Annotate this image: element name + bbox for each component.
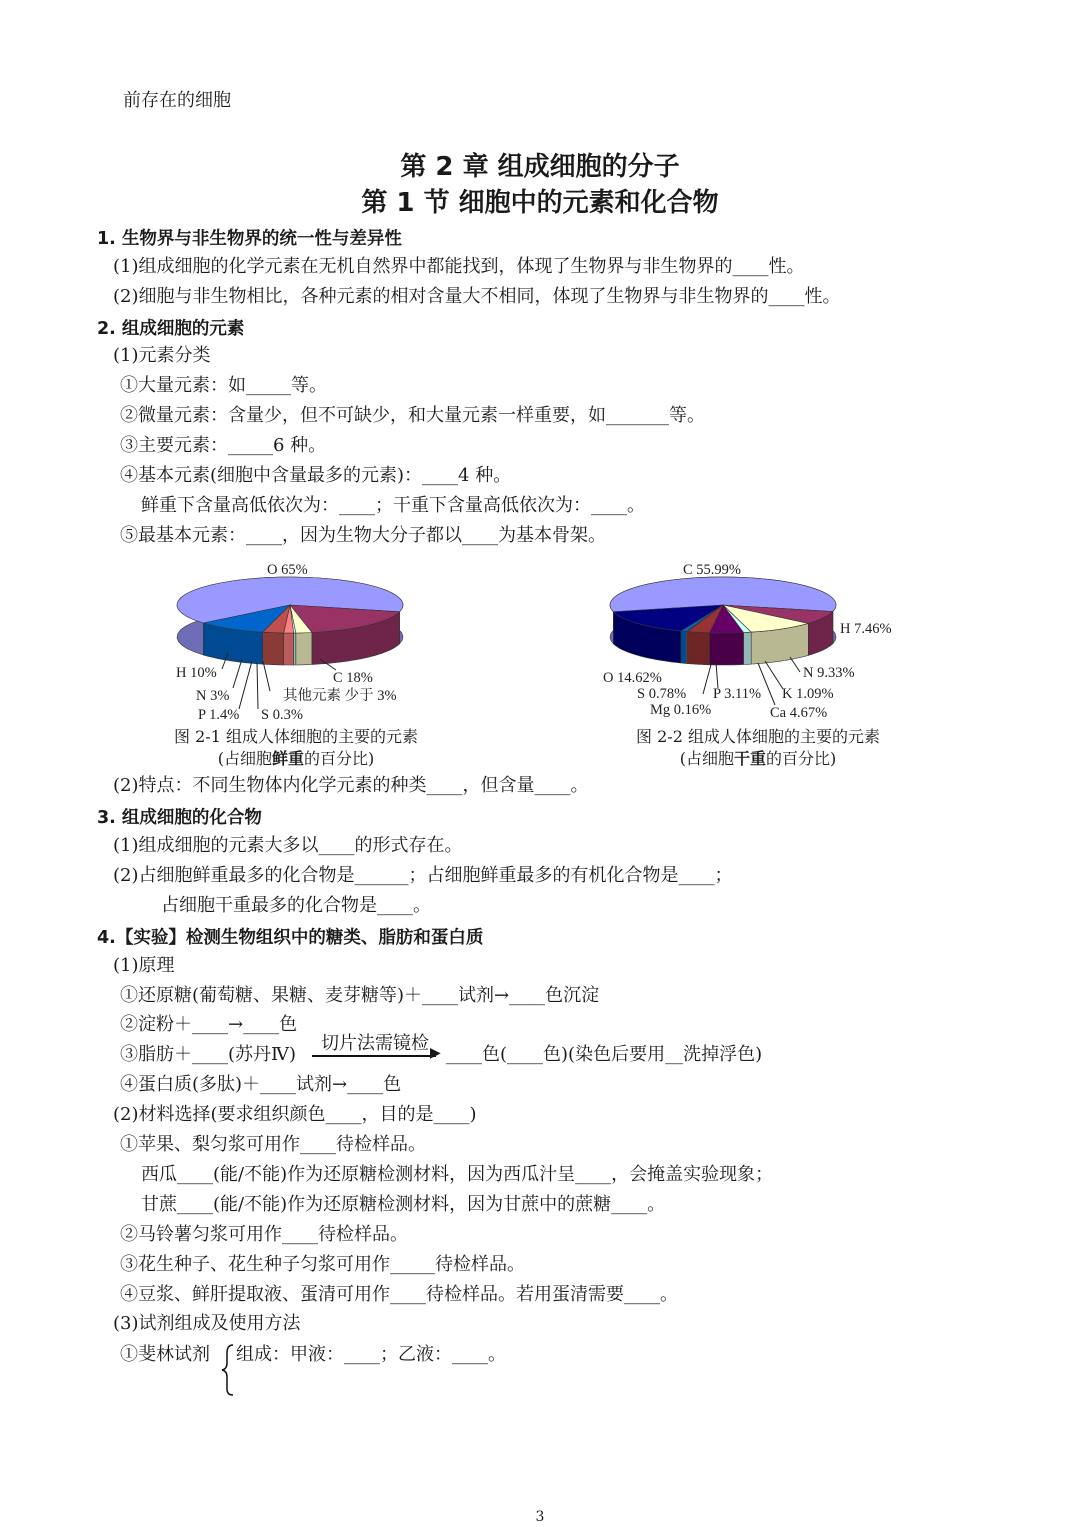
s4-line-3: ②淀粉＋____→____色 — [120, 1014, 298, 1035]
pie2-side-5 — [687, 632, 709, 665]
curly-brace-icon — [219, 1343, 237, 1397]
s4-line-1: (1)原理 — [113, 955, 175, 976]
s4-line-4-right: ____色(____色)(染色后要用__洗掉浮色) — [446, 1044, 763, 1065]
s2-line-6: 鲜重下含量高低依次为：____；干重下含量高低依次为：____。 — [141, 495, 645, 516]
pie1-subcaption: (占细胞鲜重的百分比) — [217, 749, 375, 768]
pie1-label-p: P 1.4% — [198, 707, 240, 723]
chapter-title: 第 2 章 组成细胞的分子 — [400, 152, 680, 182]
s4-line-8: 西瓜____(能/不能)作为还原糖检测材料，因为西瓜汁呈____，会掩盖实验现象； — [141, 1164, 774, 1185]
pie-chart-dry-weight — [610, 577, 836, 665]
section-2-heading: 2. 组成细胞的元素 — [97, 319, 245, 339]
s4-line-14-content: 组成：甲液：____；乙液：____。 — [236, 1344, 506, 1365]
pie2-label-ca: Ca 4.67% — [770, 705, 828, 721]
pie2-subcaption: (占细胞干重的百分比) — [679, 749, 837, 768]
s2-line-2: ①大量元素：如_____等。 — [120, 375, 327, 396]
pie1-label-o: O 65% — [267, 562, 308, 578]
section-4-heading: 4.【实验】检测生物组织中的糖类、脂肪和蛋白质 — [97, 928, 484, 948]
s1-line-1: (1)组成细胞的化学元素在无机自然界中都能找到，体现了生物界与非生物界的____性。 — [113, 256, 805, 277]
s2-line-3: ②微量元素：含量少，但不可缺少，和大量元素一样重要，如_______等。 — [120, 405, 705, 426]
section-1-heading: 1. 生物界与非生物界的统一性与差异性 — [97, 229, 402, 249]
pie1-label-n: N 3% — [196, 688, 230, 704]
s1-line-2: (2)细胞与非生物相比，各种元素的相对含量大不相同，体现了生物界与非生物界的____性。 — [113, 286, 841, 307]
section-title: 第 1 节 细胞中的元素和化合物 — [361, 188, 719, 218]
s2-line-5: ④基本元素(细胞中含量最多的元素)：____4 种。 — [120, 465, 512, 486]
pie2-label-c: C 55.99% — [683, 562, 741, 578]
pie2-label-o: O 14.62% — [603, 670, 662, 686]
s4-line-2: ①还原糖(葡萄糖、果糖、麦芽糖等)＋____试剂→____色沉淀 — [120, 985, 600, 1006]
pie1-label-other: 其他元素 少于 3% — [283, 688, 397, 704]
pie2-side-7 — [681, 631, 686, 664]
s4-line-10: ②马铃薯匀浆可用作____待检样品。 — [120, 1224, 408, 1245]
pie1-side-3 — [294, 633, 296, 665]
s3-line-2: (2)占细胞鲜重最多的化合物是______；占细胞鲜重最多的有机化合物是____； — [113, 865, 733, 886]
pie2-side-4 — [710, 633, 744, 666]
pie1-caption: 图 2-1 组成人体细胞的主要的元素 — [174, 727, 418, 746]
s4-line-11: ③花生种子、花生种子匀浆可用作_____待检样品。 — [120, 1254, 525, 1275]
s3-line-3: 占细胞干重最多的化合物是____。 — [161, 895, 431, 916]
pie1-side-2 — [296, 633, 312, 666]
s4-line-4-left: ③脂肪＋____(苏丹Ⅳ) — [120, 1044, 297, 1065]
pie-charts — [0, 555, 1080, 730]
s4-line-14-label: ①斐林试剂 — [120, 1344, 210, 1365]
s4-line-6: (2)材料选择(要求组织颜色____，目的是____) — [113, 1104, 477, 1125]
pie1-label-s: S 0.3% — [261, 707, 303, 723]
s4-line-9: 甘蔗____(能/不能)作为还原糖检测材料，因为甘蔗中的蔗糖____。 — [141, 1194, 666, 1215]
pie2-side-3 — [744, 632, 752, 664]
s2-line-1: (1)元素分类 — [113, 345, 211, 366]
s4-line-7: ①苹果、梨匀浆可用作____待检样品。 — [120, 1134, 426, 1155]
pie2-label-n: N 9.33% — [803, 665, 855, 681]
pie1-label-h: H 10% — [176, 665, 217, 681]
continuation-line: 前存在的细胞 — [123, 90, 231, 111]
s2-line-7: ⑤最基本元素：____，因为生物大分子都以____为基本骨架。 — [120, 525, 606, 546]
s4-line-13: (3)试剂组成及使用方法 — [113, 1313, 301, 1334]
arrow-head-icon: ▶ — [430, 1045, 441, 1061]
page-number: 3 — [535, 1509, 545, 1525]
s2-line-8: (2)特点：不同生物体内化学元素的种类____，但含量____。 — [113, 775, 589, 796]
s3-line-1: (1)组成细胞的元素大多以____的形式存在。 — [113, 835, 463, 856]
pie1-label-c: C 18% — [333, 670, 373, 686]
pie2-caption: 图 2-2 组成人体细胞的主要的元素 — [636, 727, 880, 746]
arrow-label: 切片法需镜检 — [321, 1033, 429, 1054]
s4-line-5: ④蛋白质(多肽)＋____试剂→____色 — [120, 1074, 402, 1095]
pie2-label-mg: Mg 0.16% — [650, 702, 712, 718]
pie2-label-p: P 3.11% — [713, 686, 762, 702]
s4-line-12: ④豆浆、鲜肝提取液、蛋清可用作____待检样品。若用蛋清需要____。 — [120, 1284, 678, 1305]
s2-line-4: ③主要元素：_____6 种。 — [120, 435, 327, 456]
section-3-heading: 3. 组成细胞的化合物 — [97, 808, 262, 828]
pie-chart-fresh-weight — [177, 577, 403, 665]
pie2-label-h: H 7.46% — [840, 621, 892, 637]
pie1-side-5 — [263, 632, 284, 665]
pie1-side-4 — [284, 633, 294, 665]
pie2-label-s: S 0.78% — [637, 686, 687, 702]
reaction-arrow — [312, 1055, 436, 1057]
pie2-label-k: K 1.09% — [782, 686, 834, 702]
